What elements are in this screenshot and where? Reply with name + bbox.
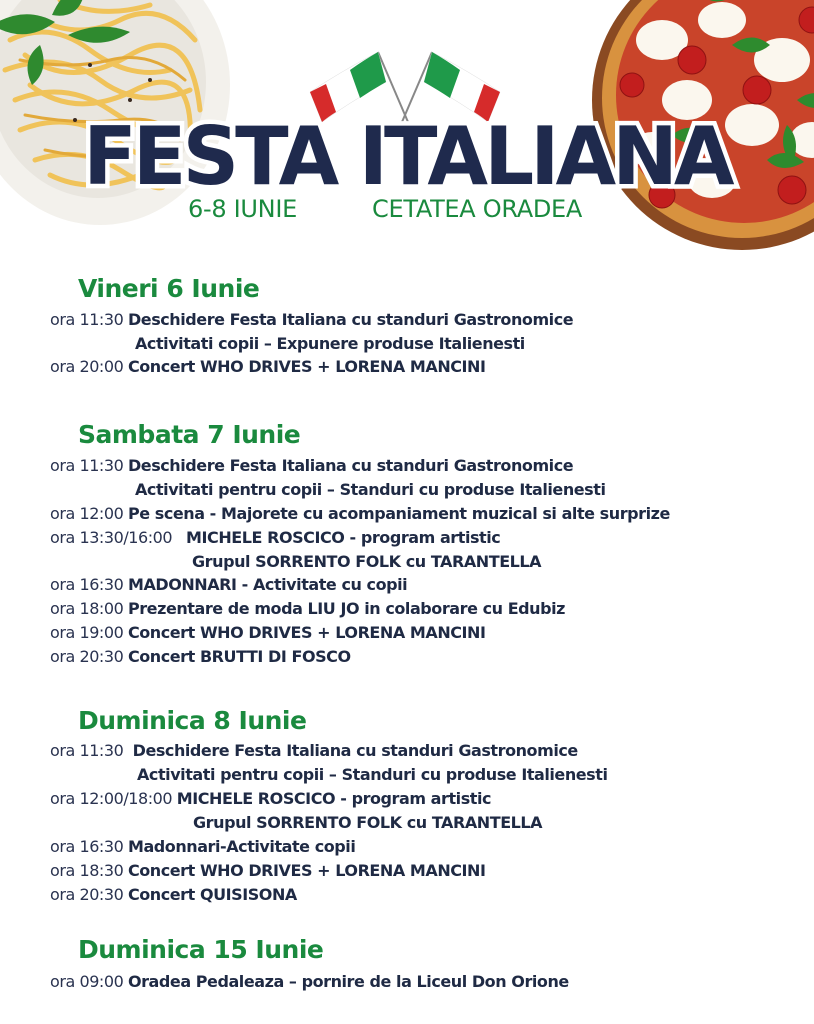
day-heading: Sambata 7 Iunie [78, 420, 301, 449]
event-line: ora 20:30 Concert QUISISONA [50, 885, 297, 904]
event-line: Activitati pentru copii – Standuri cu produse Italienesti [137, 765, 608, 784]
event-line: ora 16:30 MADONNARI - Activitate cu copii [50, 575, 408, 594]
event-line: ora 19:00 Concert WHO DRIVES + LORENA MANCINI [50, 623, 486, 642]
event-line: ora 11:30 Deschidere Festa Italiana cu standuri Gastronomice [50, 456, 574, 475]
day-heading: Vineri 6 Iunie [78, 274, 260, 303]
event-line: ora 20:30 Concert BRUTTI DI FOSCO [50, 647, 351, 666]
event-line: ora 16:30 Madonnari-Activitate copii [50, 837, 356, 856]
event-line: Grupul SORRENTO FOLK cu TARANTELLA [192, 552, 542, 571]
day-heading: Duminica 8 Iunie [78, 706, 307, 735]
event-line: ora 11:30 Deschidere Festa Italiana cu standuri Gastronomice [50, 310, 574, 329]
festival-dates: 6-8 IUNIE [188, 195, 297, 223]
event-line: ora 09:00 Oradea Pedaleaza – pornire de la Liceul Don Orione [50, 972, 569, 991]
event-line: Activitati copii – Expunere produse Italienesti [135, 334, 525, 353]
day-heading: Duminica 15 Iunie [78, 935, 324, 964]
event-line: ora 12:00/18:00 MICHELE ROSCICO - program artistic [50, 789, 492, 808]
event-line: Grupul SORRENTO FOLK cu TARANTELLA [193, 813, 543, 832]
event-line: ora 20:00 Concert WHO DRIVES + LORENA MANCINI [50, 357, 486, 376]
festival-location: CETATEA ORADEA [372, 195, 583, 223]
event-line: ora 13:30/16:00 MICHELE ROSCICO - program artistic [50, 528, 501, 547]
festival-title: FESTA ITALIANA [83, 110, 731, 203]
event-line: Activitati pentru copii – Standuri cu produse Italienesti [135, 480, 606, 499]
event-line: ora 12:00 Pe scena - Majorete cu acompaniament muzical si alte surprize [50, 504, 670, 523]
event-line: ora 11:30 Deschidere Festa Italiana cu standuri Gastronomice [50, 741, 578, 760]
event-line: ora 18:30 Concert WHO DRIVES + LORENA MANCINI [50, 861, 486, 880]
event-line: ora 18:00 Prezentare de moda LIU JO in colaborare cu Edubiz [50, 599, 566, 618]
